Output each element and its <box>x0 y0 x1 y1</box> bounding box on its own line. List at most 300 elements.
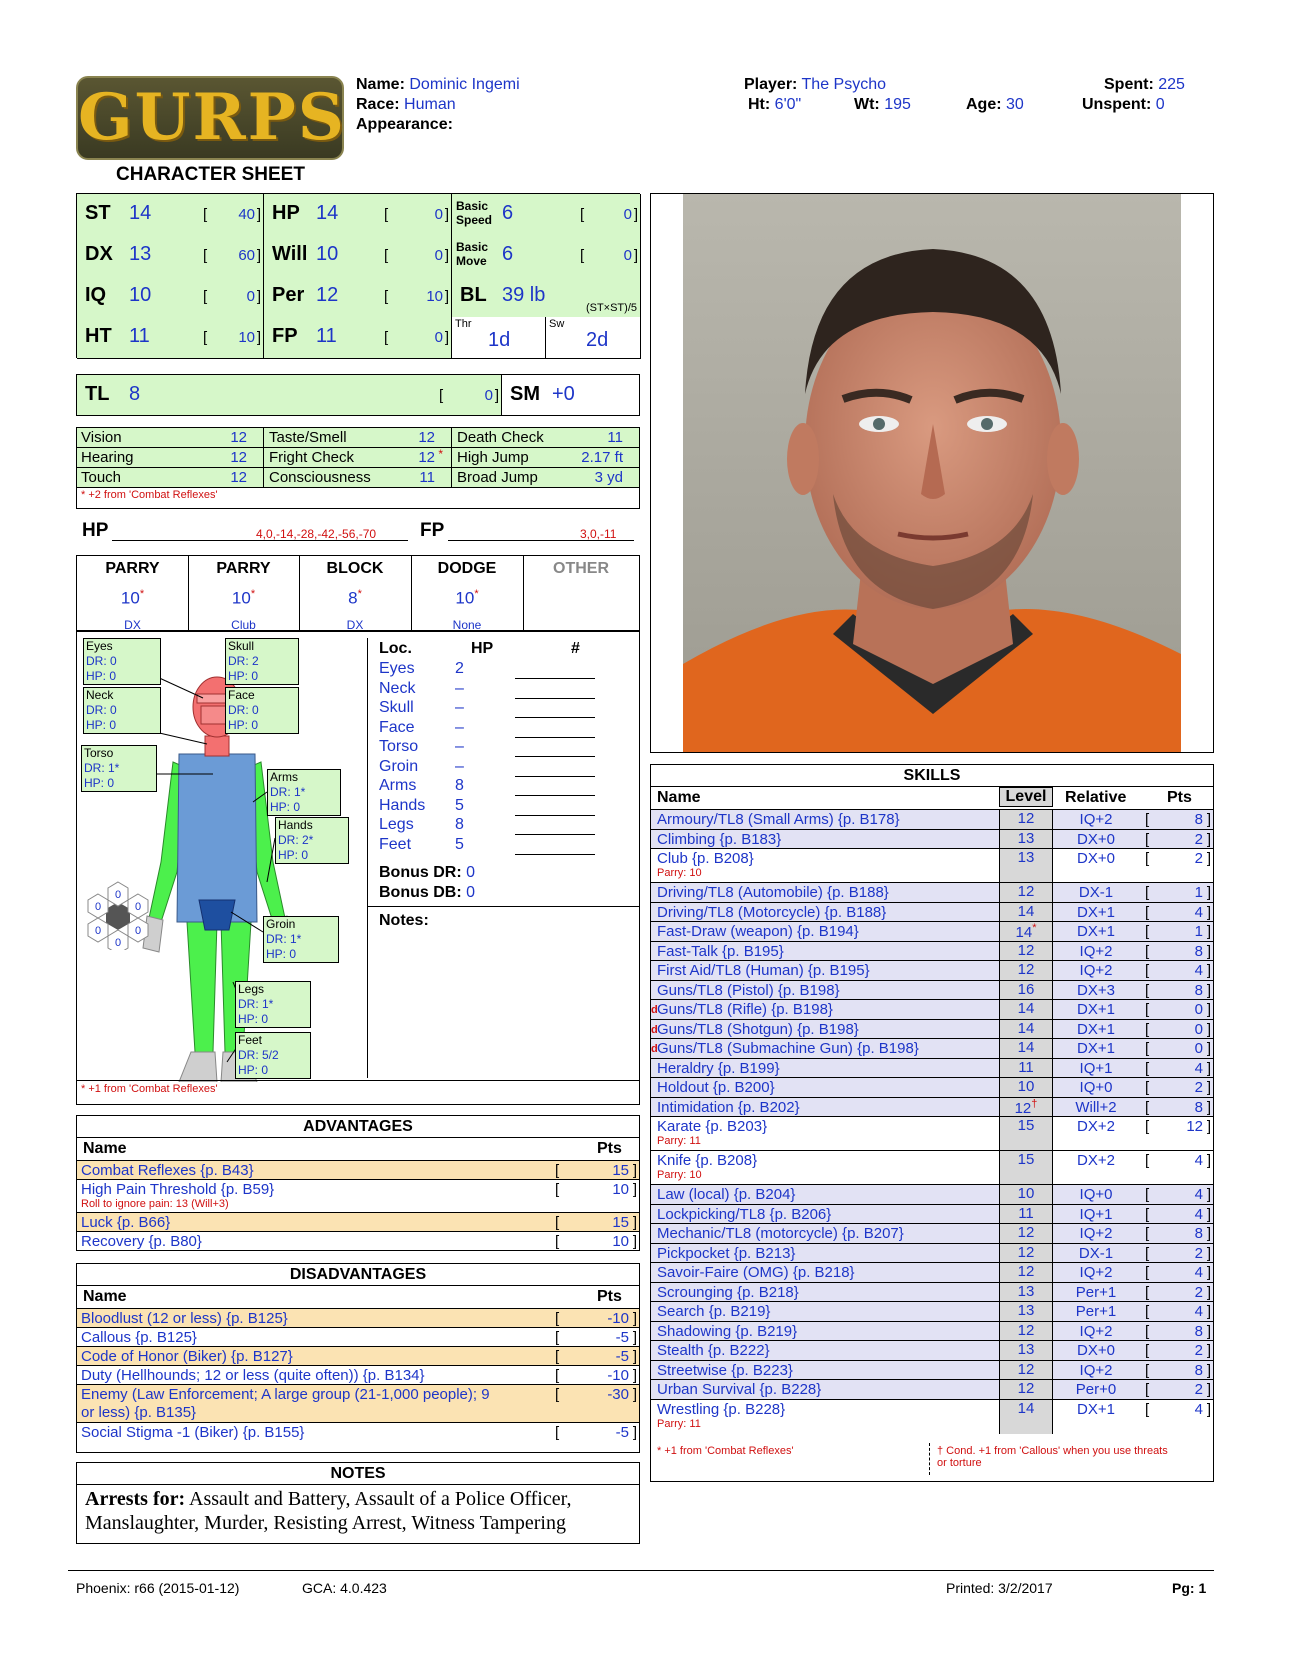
skill-row-pts: 0 <box>1194 1001 1203 1018</box>
bracket: [ <box>555 1181 560 1198</box>
bracket: [ <box>1145 1283 1150 1301</box>
skill-row-name: Heraldry {p. B199} <box>657 1059 780 1077</box>
bracket: [ <box>1145 1001 1150 1018</box>
loc-row-line <box>515 737 595 738</box>
skill-row-relative: Will+2 <box>1075 1098 1117 1116</box>
skill-row <box>651 941 1213 961</box>
footer-phoenix: Phoenix: r66 (2015-01-12) <box>76 1580 240 1596</box>
bracket: ] <box>1206 884 1211 901</box>
attr-per: Per 12 [ 10 ] <box>264 276 452 318</box>
bracket: ] <box>1206 1381 1211 1398</box>
other-label: OTHER <box>553 560 609 577</box>
skill-row-level-cell <box>999 1224 1053 1244</box>
advantages-row-name: Luck {p. B66} <box>81 1214 171 1231</box>
dis-pts-header: Pts <box>597 1288 622 1305</box>
bracket: ] <box>1206 923 1211 940</box>
bracket: ] <box>1206 942 1211 960</box>
skill-row-name: Fast-Draw (weapon) {p. B194} <box>657 923 859 940</box>
loc-row-hp: 8 <box>455 777 464 794</box>
skill-row-level-cell <box>999 903 1053 923</box>
bracket: ] <box>1206 1001 1211 1018</box>
skill-row-level-cell <box>999 830 1053 850</box>
sense-broad-jump: Broad Jump 3 yd <box>457 469 623 486</box>
bracket: ] <box>632 1310 637 1327</box>
bracket: [ <box>555 1214 560 1231</box>
skill-row-relative: IQ+2 <box>1079 1225 1113 1242</box>
parry2-label: PARRY <box>216 560 271 577</box>
bracket: [ <box>1145 811 1150 828</box>
skill-row-level: 12 <box>1017 1243 1035 1261</box>
skill-row-level: 12 <box>1017 941 1035 959</box>
advantages-row-pts: 10 <box>612 1233 629 1250</box>
fp-track-values: 3,0,-11 <box>580 527 617 541</box>
hitloc-face: Face DR: 0 HP: 0 <box>225 687 299 734</box>
adv-name-header: Name <box>83 1140 127 1157</box>
bracket: ] <box>1206 1152 1211 1169</box>
parry1-label: PARRY <box>105 560 160 577</box>
sense-high-jump: High Jump 2.17 ft <box>457 449 623 466</box>
skill-row-relative: Per+0 <box>1075 1381 1117 1398</box>
skill-row-level: 13 <box>1017 1282 1035 1300</box>
skill-row-level: 12 <box>1017 810 1035 827</box>
advantages-row-name: High Pain Threshold {p. B59} <box>81 1181 275 1198</box>
footer-page: Pg: 1 <box>1172 1580 1207 1596</box>
skill-row <box>651 902 1213 922</box>
skill-row-level-cell <box>999 1117 1053 1151</box>
skill-row <box>651 1184 1213 1204</box>
bracket: ] <box>1206 1244 1211 1262</box>
skills-panel <box>650 764 1214 1482</box>
skill-row <box>651 1399 1213 1433</box>
bracket: [ <box>555 1367 560 1384</box>
appearance-field: Appearance: <box>356 116 453 133</box>
bracket: ] <box>1206 962 1211 979</box>
disadvantages-row <box>77 1384 639 1422</box>
bracket: ] <box>632 1386 637 1403</box>
attr-thr: Thr 1d <box>452 317 546 359</box>
disadvantages-title: DISADVANTAGES <box>289 1266 427 1283</box>
skill-row-level-cell <box>999 1039 1053 1059</box>
hex-upper-left: 0 <box>94 901 102 913</box>
advantages-row <box>77 1212 639 1231</box>
loc-row-name: Legs <box>379 816 414 833</box>
skill-row <box>651 999 1213 1019</box>
skill-row <box>651 960 1213 980</box>
skill-row <box>651 921 1213 941</box>
loc-row-name: Hands <box>379 796 426 814</box>
skill-row-pts: 8 <box>1194 1322 1203 1340</box>
skills-pts-header: Pts <box>1167 789 1192 806</box>
loc-row-name: Eyes <box>379 660 415 677</box>
loc-row-hp: 5 <box>455 796 464 814</box>
loc-row-name: Arms <box>379 777 417 794</box>
bracket: ] <box>632 1348 637 1365</box>
sense-death: Death Check 11 <box>457 429 623 446</box>
bracket: [ <box>1145 1186 1150 1203</box>
bracket: [ <box>1145 923 1150 940</box>
disadvantages-row-pts: -5 <box>615 1348 629 1365</box>
loc-row-line <box>515 717 595 718</box>
skill-row-name: Scrounging {p. B218} <box>657 1283 799 1301</box>
skill-row-pts: 8 <box>1194 1361 1203 1379</box>
disadvantages-row <box>77 1308 639 1327</box>
skill-row-pts: 1 <box>1194 923 1203 940</box>
bracket: [ <box>1145 1342 1150 1359</box>
skill-row-relative: DX+1 <box>1077 1020 1115 1038</box>
block-sub: DX <box>346 618 364 632</box>
loc-row-line <box>515 776 595 777</box>
skill-row-level: 10 <box>1017 1185 1035 1202</box>
disadvantages-row-name: Callous {p. B125} <box>81 1329 197 1346</box>
bracket: [ <box>1145 1059 1150 1077</box>
loc-row-hp: – <box>455 679 464 697</box>
skill-row-relative: DX+2 <box>1077 1118 1115 1135</box>
bracket: [ <box>1145 850 1150 867</box>
hitloc-torso: Torso DR: 1* HP: 0 <box>81 745 157 792</box>
skill-row-name: Savoir-Faire (OMG) {p. B218} <box>657 1264 855 1281</box>
name-field: Name: Dominic Ingemi <box>356 76 520 93</box>
skill-row-level: 12 <box>1017 1263 1035 1280</box>
bracket: [ <box>555 1386 560 1403</box>
disadvantages-row <box>77 1422 639 1441</box>
bracket: ] <box>1206 1118 1211 1135</box>
skill-row <box>651 1038 1213 1058</box>
sm-cell: SM +0 <box>510 383 575 405</box>
skill-row-pts: 2 <box>1194 1342 1203 1359</box>
bracket: [ <box>1145 884 1150 901</box>
bracket: ] <box>1206 1059 1211 1077</box>
defenses-panel <box>76 555 640 631</box>
skill-row-relative: IQ+2 <box>1079 1322 1113 1340</box>
skill-row-level-cell <box>999 1302 1053 1322</box>
skill-row-pts: 8 <box>1194 1225 1203 1242</box>
skill-row-name: Driving/TL8 (Motorcycle) {p. B188} <box>657 903 887 921</box>
skill-row-mark: † <box>1031 1097 1038 1110</box>
parry2-sub: Club <box>231 618 256 632</box>
advantages-row-name: Recovery {p. B80} <box>81 1233 202 1250</box>
hex-upper-right: 0 <box>134 901 142 913</box>
block-value: 8* <box>348 588 362 608</box>
skill-row-name: Guns/TL8 (Submachine Gun) {p. B198} <box>657 1040 919 1057</box>
skill-row-pts: 8 <box>1194 942 1203 960</box>
skill-row-level: 14 <box>1015 924 1033 941</box>
skill-row-level-cell <box>999 1361 1053 1381</box>
loc-row-hp: – <box>455 738 464 755</box>
bracket: ] <box>1206 1098 1211 1116</box>
hitloc-notes-label: Notes: <box>379 912 429 929</box>
skill-row-level-cell <box>999 1059 1053 1079</box>
skill-row-level-cell <box>999 849 1053 883</box>
skill-row-level: 14 <box>1017 1000 1035 1017</box>
dodge-value: 10* <box>455 588 479 608</box>
skill-row <box>651 809 1213 829</box>
sense-fright: Fright Check 12 * <box>269 447 443 466</box>
skill-row-relative: DX+1 <box>1077 923 1115 940</box>
skill-row-relative: DX+3 <box>1077 981 1115 999</box>
skill-row-level: 16 <box>1017 980 1035 998</box>
skill-row-name: Intimidation {p. B202} <box>657 1098 800 1116</box>
senses-footnote: * +2 from 'Combat Reflexes' <box>81 489 218 501</box>
bracket: [ <box>1145 830 1150 848</box>
skill-row-level: 12 <box>1017 1360 1035 1378</box>
skill-row-relative: IQ+2 <box>1079 962 1113 979</box>
bracket: [ <box>555 1233 560 1250</box>
attr-dx: DX 13 [ 60 ] <box>77 235 264 277</box>
adv-pts-header: Pts <box>597 1140 622 1157</box>
gurps-logo <box>76 76 344 160</box>
notes-text: Arrests for: Assault and Battery, Assault of a Police Officer, Manslaughter, Murder, Resisting Arrest, Witness Tampering <box>85 1488 572 1534</box>
skill-row-level: 12 <box>1017 961 1035 978</box>
hitloc-arms: Arms DR: 1* HP: 0 <box>267 769 341 816</box>
skill-row <box>651 1360 1213 1380</box>
skill-row-level: 13 <box>1017 849 1035 866</box>
advantages-row <box>77 1160 639 1179</box>
bracket: [ <box>1145 1098 1150 1116</box>
skill-row-level: 11 <box>1018 1058 1034 1076</box>
hp-track-label: HP <box>82 520 109 541</box>
skill-row-level-cell <box>999 1283 1053 1303</box>
skill-row-pts: 0 <box>1194 1040 1203 1057</box>
loc-row-hp: 2 <box>455 660 464 677</box>
parry2-value: 10* <box>231 588 256 608</box>
bonus-dr: Bonus DR: 0 <box>379 864 476 881</box>
bracket: [ <box>1145 962 1150 979</box>
bracket: ] <box>1206 1186 1211 1203</box>
skill-row-name: Streetwise {p. B223} <box>657 1361 793 1379</box>
skill-row-level-cell <box>999 981 1053 1001</box>
bracket: [ <box>1145 1322 1150 1340</box>
dis-name-header: Name <box>83 1288 127 1305</box>
sense-consciousness: Consciousness 11 <box>269 469 435 486</box>
age-field: Age: 30 <box>966 96 1024 113</box>
skill-row-level: 10 <box>1017 1078 1035 1095</box>
skill-row-name: Guns/TL8 (Pistol) {p. B198} <box>657 981 840 999</box>
dodge-sub: None <box>452 618 482 632</box>
advantages-row <box>77 1231 639 1250</box>
loc-row-line <box>515 795 595 796</box>
disadvantages-row-pts: -30 <box>607 1386 629 1403</box>
loc-row-line <box>515 756 595 757</box>
skill-row-level: 12 <box>1017 1321 1035 1339</box>
loc-row-line <box>515 854 595 855</box>
skill-row-name: Club {p. B208} <box>657 850 754 867</box>
disadvantages-row-pts: -10 <box>607 1310 629 1327</box>
hitloc-legs: Legs DR: 1* HP: 0 <box>235 981 311 1028</box>
skill-row-level: 14 <box>1017 902 1035 920</box>
skill-row-relative: DX+2 <box>1077 1152 1115 1169</box>
skill-row-relative: IQ+2 <box>1079 1264 1113 1281</box>
skill-row-name: Search {p. B219} <box>657 1303 771 1320</box>
bracket: [ <box>1145 1040 1150 1057</box>
skill-row-name: Karate {p. B203} <box>657 1118 768 1135</box>
bracket: [ <box>555 1348 560 1365</box>
skill-row-sub: Parry: 11 <box>657 1135 701 1147</box>
skills-footnote-1: * +1 from 'Combat Reflexes' <box>657 1445 794 1457</box>
skill-row-level-cell <box>999 942 1053 962</box>
hex-lower-right: 0 <box>134 925 142 937</box>
skill-row-relative: IQ+2 <box>1079 1361 1113 1379</box>
bracket: ] <box>1206 1361 1211 1379</box>
skill-row-level: 14 <box>1017 1019 1035 1037</box>
skill-row-relative: IQ+0 <box>1079 1186 1113 1203</box>
loc-row-hp: 8 <box>455 816 464 833</box>
hit-location-panel <box>76 631 640 1105</box>
skill-row-pts: 4 <box>1194 1264 1203 1281</box>
bracket: ] <box>632 1329 637 1346</box>
skill-row-level: 12 <box>1017 883 1035 900</box>
attr-st: ST 14 [ 40 ] <box>77 194 264 236</box>
loc-row-line <box>515 698 595 699</box>
disadvantages-row-name: Code of Honor (Biker) {p. B127} <box>81 1348 293 1365</box>
bracket: ] <box>1206 1283 1211 1301</box>
skill-row-pts: 2 <box>1194 830 1203 848</box>
skill-row-level-cell <box>999 1151 1053 1185</box>
skill-row-pts: 4 <box>1194 1205 1203 1223</box>
skill-row-level: 12 <box>1017 1224 1035 1241</box>
disadvantages-row-pts: -5 <box>615 1424 629 1441</box>
height-field: Ht: 6'0" <box>748 96 802 113</box>
skill-row-level-cell <box>999 1400 1053 1434</box>
skill-row-relative: DX+1 <box>1077 903 1115 921</box>
advantages-row-sub: Roll to ignore pain: 13 (Will+3) <box>81 1198 229 1210</box>
skill-row <box>651 848 1213 882</box>
loc-row-hp: 5 <box>455 835 464 853</box>
sense-touch: Touch 12 <box>81 469 247 486</box>
attr-hp: HP 14 [ 0 ] <box>264 194 452 236</box>
disadvantages-row-name: Enemy (Law Enforcement; A large group (21-1,000 people); 9 <box>81 1386 490 1403</box>
skill-row-level: 12 <box>1017 1380 1035 1397</box>
skill-row <box>651 1223 1213 1243</box>
disadvantages-row-pts: -10 <box>607 1367 629 1384</box>
skill-row-level: 13 <box>1017 1341 1035 1358</box>
skill-row-level: 15 <box>1017 1151 1035 1168</box>
bracket: ] <box>1206 1342 1211 1359</box>
skill-row-level-cell <box>999 1263 1053 1283</box>
loc-row-name: Torso <box>379 738 419 755</box>
loc-row-line <box>515 815 595 816</box>
skill-row-pts: 2 <box>1194 1283 1203 1301</box>
loc-row-line <box>515 678 595 679</box>
bracket: [ <box>1145 1264 1150 1281</box>
skill-row-default-mark: d <box>651 1004 658 1016</box>
bracket: [ <box>1145 1381 1150 1398</box>
skill-row <box>651 1301 1213 1321</box>
skill-row-relative: IQ+1 <box>1079 1059 1113 1077</box>
skill-row-pts: 4 <box>1194 1186 1203 1203</box>
disadvantages-row-name: Bloodlust (12 or less) {p. B125} <box>81 1310 288 1327</box>
bracket: [ <box>1145 1079 1150 1096</box>
skill-row-level-cell <box>999 1341 1053 1361</box>
skill-row-default-mark: d <box>651 1023 658 1036</box>
bracket: ] <box>632 1162 637 1179</box>
bracket: ] <box>1206 1225 1211 1242</box>
skill-row-name: Mechanic/TL8 (motorcycle) {p. B207} <box>657 1225 904 1242</box>
skill-row <box>651 980 1213 1000</box>
bonus-db: Bonus DB: 0 <box>379 884 476 901</box>
skill-row <box>651 1340 1213 1360</box>
skill-row-relative: DX+1 <box>1077 1400 1115 1418</box>
skill-row-level: 12 <box>1014 1099 1032 1117</box>
hitloc-neck: Neck DR: 0 HP: 0 <box>83 687 161 734</box>
skill-row-relative: DX+0 <box>1077 1342 1115 1359</box>
hex-top: 0 <box>114 889 122 901</box>
footer-gca: GCA: 4.0.423 <box>302 1580 387 1596</box>
attr-fp: FP 11 [ 0 ] <box>264 317 452 359</box>
hitloc-hands: Hands DR: 2* HP: 0 <box>275 817 349 864</box>
bracket: ] <box>1206 1079 1211 1096</box>
bracket: ] <box>1206 1020 1211 1038</box>
hitloc-groin: Groin DR: 1* HP: 0 <box>263 916 339 963</box>
bracket: [ <box>1145 903 1150 921</box>
skill-row-level: 13 <box>1017 829 1035 847</box>
skill-row <box>651 1243 1213 1263</box>
advantages-panel <box>76 1115 640 1251</box>
skill-row-pts: 2 <box>1194 1381 1203 1398</box>
skills-level-header: Level <box>999 787 1053 807</box>
skills-title: SKILLS <box>903 767 961 784</box>
skill-row-name: Climbing {p. B183} <box>657 830 782 848</box>
disadvantages-row <box>77 1346 639 1365</box>
skill-row-mark: * <box>1032 922 1037 934</box>
skill-row-relative: IQ+2 <box>1079 942 1113 960</box>
loc-num-header: # <box>571 640 580 657</box>
skill-row-level-cell <box>999 810 1053 830</box>
skill-row-relative: DX+0 <box>1077 830 1115 848</box>
bracket: ] <box>632 1233 637 1250</box>
notes-panel <box>76 1462 640 1544</box>
skill-row-pts: 4 <box>1194 903 1203 921</box>
skill-row <box>651 1116 1213 1150</box>
notes-title: NOTES <box>330 1465 386 1482</box>
skill-row-level: 14 <box>1017 1039 1035 1056</box>
weight-field: Wt: 195 <box>854 96 911 113</box>
skill-row <box>651 829 1213 849</box>
tl-cell: TL 8 [ 0 ] <box>77 375 502 415</box>
bracket: [ <box>1145 1303 1150 1320</box>
attr-will: Will 10 [ 0 ] <box>264 235 452 277</box>
attributes-grid <box>76 193 640 358</box>
race-field: Race: Human <box>356 96 456 113</box>
skill-row-level-cell <box>999 922 1053 942</box>
loc-row-name: Feet <box>379 835 412 853</box>
bl-formula: (ST×ST)/5 <box>585 302 637 314</box>
advantages-row-pts: 10 <box>612 1181 629 1198</box>
hitloc-eyes: Eyes DR: 0 HP: 0 <box>83 638 161 685</box>
skill-row-pts: 2 <box>1194 1244 1203 1262</box>
loc-hp-header: HP <box>471 640 494 657</box>
sense-taste: Taste/Smell 12 <box>269 429 435 446</box>
bracket: ] <box>1206 1303 1211 1320</box>
bracket: ] <box>1206 1040 1211 1057</box>
skill-row-level-cell <box>999 1322 1053 1342</box>
bracket: ] <box>1206 1400 1211 1418</box>
skill-row-name: Guns/TL8 (Rifle) {p. B198} <box>657 1001 833 1018</box>
advantages-title: ADVANTAGES <box>303 1118 413 1135</box>
bracket: ] <box>1206 1322 1211 1340</box>
bracket: [ <box>1145 1152 1150 1169</box>
skill-row-pts: 2 <box>1194 1079 1203 1096</box>
disadvantages-row-name: Social Stigma -1 (Biker) {p. B155} <box>81 1424 305 1441</box>
skill-row-name: Shadowing {p. B219} <box>657 1322 798 1340</box>
loc-row-name: Face <box>379 718 415 736</box>
advantages-row <box>77 1179 639 1212</box>
skill-row-name: Holdout {p. B200} <box>657 1079 775 1096</box>
skill-row-relative: DX-1 <box>1078 1244 1114 1262</box>
skill-row-pts: 2 <box>1194 850 1203 867</box>
block-label: BLOCK <box>326 560 384 577</box>
skill-row-pts: 4 <box>1194 1400 1203 1418</box>
skill-row-name: Lockpicking/TL8 {p. B206} <box>657 1205 832 1223</box>
